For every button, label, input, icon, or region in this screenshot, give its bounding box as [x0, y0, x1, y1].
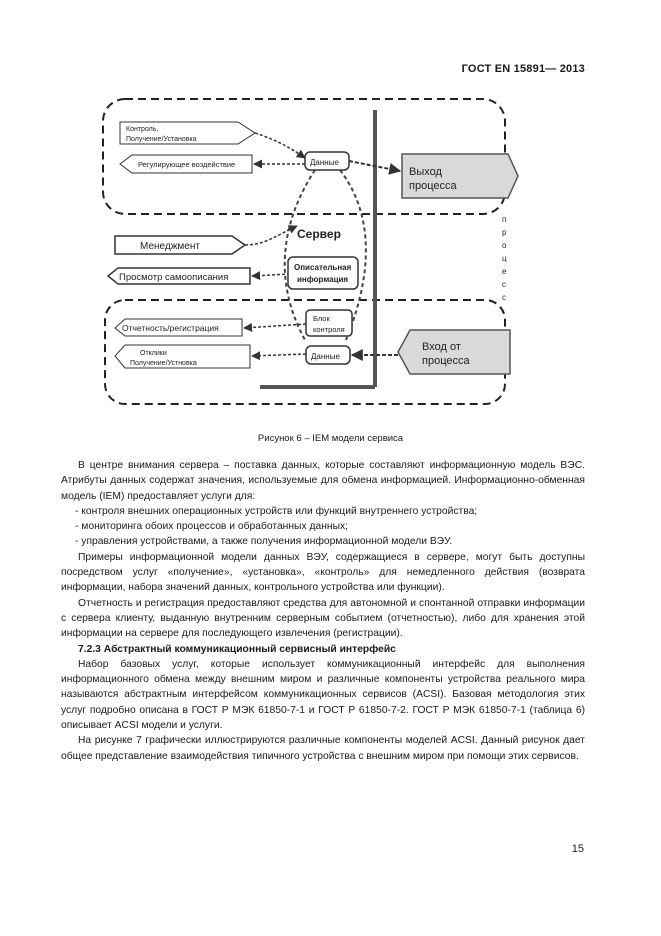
process-input-label-2: процесса — [422, 355, 470, 367]
page-number: 15 — [571, 843, 584, 855]
regulating-action-label: Регулирующее воздействие — [138, 160, 236, 169]
paragraph: Примеры информационной модели данных ВЭУ, содержащиеся в сервере, могут быть доступны посредством услуг «получение», «установка», «контроль» для немедленного действия (возврата информации, набора значений данных, контрольного устройства или функции). — [61, 551, 585, 594]
data-bottom-label: Данные — [311, 352, 340, 361]
list-item: - управления устройствами, а также получения информационной модели ВЭУ. — [75, 536, 453, 548]
process-letter: с — [502, 280, 506, 289]
control-block-label-1: Блок — [313, 314, 330, 323]
control-block-label-2: контроля — [313, 325, 345, 334]
process-letter: р — [502, 228, 507, 237]
data-top-label: Данные — [310, 158, 339, 167]
process-output-label-1: Выход — [409, 166, 442, 178]
responses-label-2: Получение/Устновка — [130, 360, 197, 367]
arrow-self-description — [252, 274, 290, 276]
list-item: - контроля внешних операционных устройств или функций внутреннего устройства; — [75, 505, 478, 517]
process-letter: ц — [502, 254, 507, 263]
process-vertical-label — [502, 215, 507, 302]
server-label: Сервер — [297, 227, 341, 241]
list-item: - мониторинга обоих процессов и обработанных данных; — [75, 521, 348, 533]
self-description-view-label: Просмотр самоописания — [119, 272, 229, 283]
body-text — [61, 458, 585, 764]
reporting-logging-label: Отчетность/регистрация — [122, 323, 219, 333]
iem-service-model-figure — [100, 96, 520, 408]
process-letter: е — [502, 267, 507, 276]
process-input-label-1: Вход от — [422, 341, 461, 353]
process-letter: п — [502, 215, 507, 224]
descriptive-info-label-2: информация — [297, 275, 349, 284]
paragraph: На рисунке 7 графически иллюстрируются различные компоненты моделей ACSI. Данный рисунок дает общее представление взаимодействия типичного устройства с внешним миром при помощи этих сервисов. — [61, 735, 585, 762]
process-letter: о — [502, 241, 507, 250]
arrow-to-responses — [252, 354, 306, 356]
paragraph: Отчетность и регистрация предоставляют средства для автономной и спонтанной отправки информации с сервера клиенту, выданную внутренним серверным событием (отчетностью), либо для хранения этой информации на сервере для последующего извлечения (регистрации). — [61, 597, 585, 640]
paragraph: Набор базовых услуг, которые использует коммуникационный интерфейс для выполнения информационного обмена между внешним миром и различные компоненты устройства реального мира называются абстрактным интерфейсом коммуникационных сервисов (ACSI). Базовая методология этих услуг подробно описана в ГОСТ Р МЭК 61850-7-1 и ГОСТ Р 61850-7-2. ГОСТ Р МЭК 61850-7-1 (таблица 6) описывает ACSI модели и услуги. — [61, 658, 585, 732]
figure-caption: Рисунок 6 – IEM модели сервиса — [257, 433, 404, 444]
control-get-set-label-2: Получение/Установка — [126, 136, 197, 143]
section-heading: 7.2.3 Абстрактный коммуникационный сервисный интерфейс — [78, 643, 396, 655]
paragraph: В центре внимания сервера – поставка данных, которые составляют информационную модель ВЭС. Атрибуты данных содержат значения, используемые для обмена информацией. Информационно-обменная модель (IEM) предоставляет услуги для: — [61, 460, 585, 502]
arrow-control-to-data — [255, 133, 305, 158]
management-label: Менеджмент — [140, 241, 200, 252]
descriptive-info-box — [288, 257, 358, 289]
responses-label-1: Отклики — [140, 350, 167, 357]
process-letter: с — [502, 293, 506, 302]
control-get-set-label-1: Контроль, — [126, 126, 159, 133]
process-output-label-2: процесса — [409, 180, 457, 192]
document-header: ГОСТ EN 15891— 2013 — [461, 63, 585, 75]
descriptive-info-label-1: Описательная — [294, 263, 352, 272]
